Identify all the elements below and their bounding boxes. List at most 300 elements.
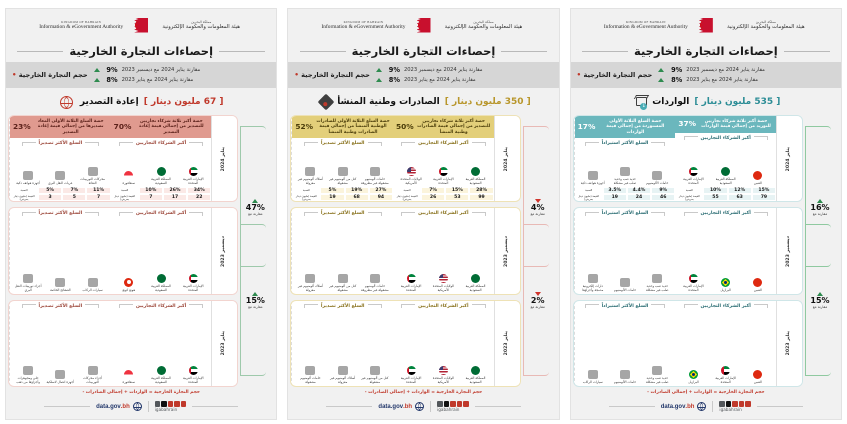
- goods-subheader: [10, 138, 111, 147]
- partner-label: الولايات المتحدة الأمريكية: [432, 283, 454, 292]
- goods-half: [9, 301, 111, 386]
- partner-value-cell: 53: [445, 194, 469, 201]
- goods-value-cell: 94: [369, 194, 393, 201]
- social-icons: [437, 401, 469, 407]
- whatsapp-icon[interactable]: [437, 401, 443, 407]
- goods-item: [296, 274, 325, 292]
- goods-items: [292, 310, 393, 386]
- goods-item: [360, 366, 389, 384]
- panel-imports: [565, 0, 847, 424]
- globe-icon: [697, 402, 706, 411]
- goods-share-cell: 7%: [62, 187, 86, 194]
- goods-subheader-title: السلع الأكثر تصديراً: [38, 211, 83, 217]
- partners-caption: [393, 116, 494, 138]
- goods-share-header: النسبة: [575, 187, 603, 194]
- bracket-left-icon: [401, 142, 415, 146]
- x-icon[interactable]: [444, 401, 450, 407]
- partners-subheader-title: أكبر الشركاء التجاريين: [700, 303, 751, 309]
- partner-item: [429, 366, 458, 384]
- social-handle: igabahrain: [719, 407, 742, 412]
- goods-subheader-title: السلع الأكثر تصديراً: [320, 211, 365, 217]
- partners-table: [675, 187, 776, 201]
- youtube-icon[interactable]: [181, 401, 187, 407]
- goods-item-label: أجهزة هواتف ذكية: [16, 181, 41, 186]
- sa-flag-icon: [721, 167, 730, 176]
- trade-volume-strip: [571, 62, 841, 88]
- section-value: [ 67 مليون دينار ]: [143, 97, 224, 107]
- change-pct: 47%: [245, 203, 265, 213]
- arrow-up-icon: [376, 78, 382, 82]
- trade-volume-row: [376, 66, 549, 74]
- chip-icon: [588, 274, 598, 283]
- bracket-right-icon: [651, 304, 665, 308]
- partner-label: الصين: [753, 287, 762, 292]
- goods-item-label: دارات إلكترونية مدمجة وأجزاؤها: [582, 283, 604, 292]
- data-row: [573, 300, 803, 387]
- social-handle: igabahrain: [437, 407, 460, 412]
- data-portal-link[interactable]: [96, 402, 142, 411]
- partners-caption: [675, 116, 776, 133]
- ae-flag-icon: [189, 366, 198, 375]
- bracket-left-icon: [119, 304, 133, 308]
- metal-icon: [620, 167, 630, 176]
- change-pct: 15%: [245, 295, 265, 305]
- bracket-right-icon: [472, 212, 486, 216]
- goods-item: [14, 274, 43, 292]
- bracket-right-icon: [754, 212, 768, 216]
- goods-value-header: القيمة (مليون دينار بحريني): [575, 194, 603, 201]
- instagram-icon[interactable]: [174, 401, 180, 407]
- goods-subheader-title: السلع الأكثر تصديراً: [38, 303, 83, 309]
- footer-rule-left: [609, 406, 655, 407]
- globe-shape: [60, 96, 73, 109]
- goods-item-label: الصفائح الخاصة: [50, 287, 71, 292]
- jewel-icon: [23, 366, 33, 375]
- partner-share-cell: 7%: [421, 187, 445, 194]
- arrow-up-icon: [94, 78, 100, 82]
- footer-rule-left: [326, 406, 372, 407]
- trade-volume-label: حجم التجارة الخارجية •: [294, 71, 370, 79]
- brand-name-en: KINGDOM OF BAHRAIN Information & eGovernment Authority: [603, 19, 688, 30]
- partner-value-header: القيمة (مليون دينار بحريني): [675, 194, 703, 201]
- goods-item-label: أسلاك ألومنيوم غير معزولة: [330, 375, 356, 384]
- brand-kingdom-ar: مملكة البحرين: [473, 20, 494, 25]
- partner-share-header: النسبة: [111, 187, 139, 194]
- brand-kingdom-en: KINGDOM OF BAHRAIN: [625, 19, 666, 24]
- partner-label: الإمارات العربية المتحدة: [182, 283, 204, 292]
- trade-volume-pct: 9%: [388, 66, 400, 74]
- instagram-icon[interactable]: [739, 401, 745, 407]
- goods-item: [14, 171, 43, 185]
- goods-value-cell: 46: [651, 194, 675, 201]
- goods-item: [296, 167, 325, 185]
- sheet-national_exports: [287, 8, 559, 420]
- bullet-icon: •: [12, 71, 17, 79]
- row-body: [9, 301, 211, 386]
- bracket-left-icon: [22, 142, 36, 146]
- whatsapp-icon[interactable]: [719, 401, 725, 407]
- partner-label: الولايات المتحدة الأمريكية: [432, 375, 454, 384]
- change-pct: 15%: [810, 295, 830, 305]
- goods-item-label: خامات الألومنيوم: [646, 181, 669, 186]
- bracket-right-icon: [85, 212, 99, 216]
- br-flag-icon: [689, 370, 698, 379]
- partners-table: [111, 187, 212, 201]
- rows-area: [571, 115, 841, 387]
- partners-items: [393, 217, 494, 293]
- trade-volume-rows: [658, 66, 831, 84]
- goods-item: [643, 171, 672, 185]
- trade-volume-strip: [288, 62, 558, 88]
- bracket-right-icon: [472, 304, 486, 308]
- partners-caption-text: حصة أكبر ثلاثة شركاء تجاريين للتوريد من إجمالي قيمة الواردات: [701, 118, 771, 130]
- goods-table: [292, 187, 393, 201]
- goods-item: [296, 366, 325, 384]
- social-links: [155, 401, 187, 412]
- trade-volume-compare: مقارنة يناير 2024 مع ديسمبر 2023: [403, 67, 483, 73]
- change-compare: مقارنة مع: [812, 304, 828, 309]
- goods-subheader: [575, 301, 676, 310]
- partner-value-header: القيمة (مليون دينار بحريني): [111, 194, 139, 201]
- partner-share-header: النسبة: [393, 187, 421, 194]
- trade-volume-pct: 8%: [106, 76, 118, 84]
- bracket-right-icon: [368, 304, 382, 308]
- title-row: [6, 44, 276, 58]
- goods-item: [643, 366, 672, 384]
- row-body: [291, 301, 493, 386]
- instagram-icon[interactable]: [457, 401, 463, 407]
- bracket-left-icon: [684, 304, 698, 308]
- partner-item: [743, 370, 772, 384]
- partner-item: [147, 274, 176, 292]
- goods-item: [360, 274, 389, 292]
- partners-half: [675, 301, 776, 386]
- goods-caption: [292, 116, 393, 138]
- footer-separator: [148, 401, 149, 412]
- partner-item: [461, 366, 490, 384]
- box-download-icon: [631, 94, 647, 110]
- partners-half: [111, 116, 212, 201]
- goods-items: [575, 147, 676, 187]
- trade-volume-rows: [376, 66, 549, 84]
- brand-kingdom-en: KINGDOM OF BAHRAIN: [61, 19, 102, 24]
- footer-rule-right: [757, 406, 803, 407]
- section-header-re_exports: [6, 88, 276, 115]
- bracket-right-icon: [189, 304, 203, 308]
- goods-subheader: [10, 301, 111, 310]
- row-month: [211, 116, 237, 201]
- partner-value-header: القيمة (مليون دينار بحريني): [393, 194, 421, 201]
- goods-item-label: حديد صب وحديد صلب غير مشكلة: [646, 283, 669, 292]
- brand-kingdom-en: KINGDOM OF BAHRAIN: [343, 19, 384, 24]
- change-bracket: [805, 224, 831, 376]
- goods-item-label: أجزاء توربينات النقل البري: [14, 283, 42, 292]
- row-month-label: يناير 2024: [786, 146, 792, 171]
- change-gutter: [238, 115, 272, 387]
- radio-icon: [55, 370, 65, 379]
- goods-item: [328, 167, 357, 185]
- goods-item: [46, 171, 75, 185]
- goods-item-label: خامات الألومنيوم: [613, 379, 637, 384]
- partners-value-row: [111, 194, 212, 201]
- partners-caption-text: حصة أكبر ثلاثة شركاء تجاريين للتصدير من إجمالي قيمة الصادرات وطنية المنشأ: [417, 118, 491, 136]
- bracket-left-icon: [22, 212, 36, 216]
- partners-subheader: [675, 133, 776, 142]
- section-header-national_exports: [288, 88, 558, 115]
- partner-label: الإمارات العربية المتحدة: [683, 177, 704, 186]
- goods-caption-text: حصة السلع الثلاثة الأولى المستوردة من إجمالي قيمة الواردات: [606, 118, 665, 136]
- goods-item: [611, 278, 640, 292]
- sa-flag-icon: [471, 366, 480, 375]
- goods-subheader: [292, 138, 393, 147]
- change-bracket: [240, 224, 266, 376]
- facebook-icon[interactable]: [168, 401, 174, 407]
- bahrain-flag-shape: [695, 16, 717, 36]
- partners-caption-pct: 50%: [396, 122, 414, 132]
- row-month: [776, 208, 802, 293]
- ore-icon: [652, 171, 662, 180]
- partner-item: [461, 167, 490, 185]
- bahrain-flag-icon: [129, 15, 153, 37]
- arrow-up-icon: [658, 78, 664, 82]
- partner-value-cell: 26: [421, 194, 445, 201]
- section-value: [ 350 مليون دينار ]: [444, 97, 531, 107]
- page-title: إحصاءات التجارة الخارجية: [634, 44, 778, 58]
- row-month-label: ديسمبر 2023: [503, 235, 509, 267]
- page-title: إحصاءات التجارة الخارجية: [351, 44, 496, 58]
- block-icon: [338, 274, 348, 283]
- rows-area: [288, 115, 558, 387]
- bahrain-flag-shape: [413, 16, 435, 36]
- bracket-right-icon: [472, 142, 486, 146]
- data-portal-link[interactable]: [661, 402, 707, 411]
- bracket-left-icon: [401, 304, 415, 308]
- section-header-imports: [571, 88, 841, 115]
- partners-subheader: [393, 138, 494, 147]
- panel-national_exports: [282, 0, 564, 424]
- goods-share-cell: 3.5%: [603, 187, 627, 194]
- ore-icon: [620, 278, 630, 287]
- partners-subheader: [675, 208, 776, 217]
- partner-item: [743, 278, 772, 292]
- ae-flag-icon: [439, 167, 448, 176]
- partners-items: [111, 310, 212, 386]
- goods-table: [10, 187, 111, 201]
- hk-flag-icon: [124, 278, 133, 287]
- partners-subheader-title: أكبر الشركاء التجاريين: [418, 303, 469, 309]
- goods-items: [10, 310, 111, 386]
- goods-share-cell: 27%: [369, 187, 393, 194]
- goods-items: [292, 217, 393, 293]
- globe-icon: [415, 402, 424, 411]
- social-links: [719, 401, 751, 412]
- brand-header: [571, 9, 841, 39]
- sg-flag-icon: [124, 370, 133, 379]
- goods-caption: [10, 116, 111, 138]
- partner-item: [711, 278, 740, 292]
- partners-value-row: [393, 194, 494, 201]
- title-rule-left: [17, 51, 63, 52]
- section-name: الواردات: [652, 97, 690, 107]
- goods-item: [78, 278, 107, 292]
- partner-label: الإمارات العربية المتحدة: [182, 375, 204, 384]
- goods-share-cell: 5%: [38, 187, 62, 194]
- goods-item: [78, 366, 107, 384]
- brand-name-ar: مملكة البحرين هيئة المعلومات والحكومة الإلكترونية: [441, 20, 527, 31]
- ore-icon: [620, 370, 630, 379]
- goods-value-header: القيمة (مليون دينار بحريني): [292, 194, 320, 201]
- goods-share-header: النسبة: [292, 187, 320, 194]
- goods-caption-text: حصة السلع الثلاثة الأولى المعاد تصديرها من إجمالي قيمة إعادة التصدير: [37, 118, 104, 136]
- row-month-label: ديسمبر 2023: [786, 235, 792, 267]
- goods-subheader-title: السلع الأكثر تصديراً: [320, 303, 365, 309]
- goods-value-row: [292, 194, 393, 201]
- goods-item-label: خامات ألومنيوم مشغولة: [300, 375, 321, 384]
- sheet-imports: [570, 8, 842, 420]
- partner-item: [179, 366, 208, 384]
- ingot-icon: [370, 274, 380, 283]
- data-portal-label: data.gov.bh: [378, 403, 413, 410]
- row-body: [9, 208, 211, 293]
- title-rule-right: [219, 51, 265, 52]
- change-gutter: [803, 115, 837, 387]
- goods-item: [611, 370, 640, 384]
- partner-value-cell: 22: [187, 194, 211, 201]
- sheet-re_exports: [5, 8, 277, 420]
- goods-share-cell: 11%: [86, 187, 110, 194]
- trade-volume-row: [94, 76, 267, 84]
- goods-subheader-title: السلع الأكثر استيراداً: [601, 303, 649, 309]
- change-compare: مقارنة مع: [248, 304, 263, 309]
- change-compare: مقارنة مع: [812, 212, 828, 217]
- ae-flag-icon: [407, 274, 416, 283]
- goods-item: [578, 274, 607, 292]
- goods-value-row: [10, 194, 111, 201]
- partner-item: [147, 167, 176, 185]
- ingot-icon: [370, 167, 380, 176]
- arrow-up-icon: [376, 68, 382, 72]
- facebook-icon[interactable]: [450, 401, 456, 407]
- partner-share-cell: 28%: [469, 187, 493, 194]
- cn-flag-icon: [753, 370, 762, 379]
- partner-value-cell: 79: [752, 194, 776, 201]
- x-icon[interactable]: [726, 401, 732, 407]
- row-body: [9, 116, 211, 201]
- youtube-icon[interactable]: [745, 401, 751, 407]
- bracket-left-icon: [119, 142, 133, 146]
- goods-share-cell: 4.4%: [627, 187, 651, 194]
- bracket-right-icon: [754, 136, 768, 140]
- partner-item: [743, 171, 772, 185]
- page-title: إحصاءات التجارة الخارجية: [69, 44, 214, 58]
- partner-label: سنغافورة: [122, 379, 136, 384]
- footnote: حجم التجارة الخارجية = الواردات + إجمالي الصادرات -: [364, 390, 483, 395]
- partners-subheader-title: أكبر الشركاء التجاريين: [418, 141, 469, 147]
- data-row: [290, 300, 520, 387]
- partners-half: [111, 301, 212, 386]
- brand-kingdom-ar: مملكة البحرين: [755, 20, 776, 25]
- goods-item-label: حديد صب وحديد صلب غير مشكلة: [613, 177, 637, 186]
- goods-item-label: خامات ألومنيوم مشغولة غير مطروقة: [361, 177, 389, 186]
- ingot-icon: [305, 366, 315, 375]
- data-portal-link[interactable]: [378, 402, 424, 411]
- wire-icon: [338, 366, 348, 375]
- goods-share-cell: 9%: [651, 187, 675, 194]
- bracket-right-icon: [368, 212, 382, 216]
- goods-half: [574, 301, 676, 386]
- x-icon[interactable]: [161, 401, 167, 407]
- page-footer: [288, 397, 558, 417]
- goods-item-label: حلي ومجوهرات وأجزاؤها من ذهب: [16, 375, 40, 384]
- row-month: [211, 301, 237, 386]
- rows-main: [8, 115, 238, 387]
- row-month: [494, 116, 520, 201]
- bracket-left-icon: [401, 212, 415, 216]
- metal-icon: [652, 366, 662, 375]
- trade-volume-row: [94, 66, 267, 74]
- partner-share-header: النسبة: [675, 187, 703, 194]
- bahrain-flag-shape: [130, 16, 152, 36]
- trade-volume-row: [376, 76, 549, 84]
- goods-caption-pct: 23%: [13, 122, 31, 132]
- ae-flag-icon: [189, 167, 198, 176]
- trade-volume-pct: 9%: [106, 66, 118, 74]
- data-row: [8, 207, 238, 294]
- cn-flag-icon: [753, 171, 762, 180]
- goods-item-label: أجزاء محركات التوربينات: [83, 375, 103, 384]
- social-icons: [719, 401, 751, 407]
- goods-value-cell: 19: [320, 194, 344, 201]
- sa-flag-icon: [471, 274, 480, 283]
- youtube-icon[interactable]: [463, 401, 469, 407]
- footnote: حجم التجارة الخارجية = الواردات + إجمالي الصادرات -: [647, 390, 765, 395]
- facebook-icon[interactable]: [732, 401, 738, 407]
- partner-label: سنغافورة: [122, 181, 136, 186]
- turbine-icon: [88, 366, 98, 375]
- goods-share-cell: 5%: [320, 187, 344, 194]
- us-flag-icon: [407, 167, 416, 176]
- goods-caption-text: حصة السلع الثلاثة الأولى للصادرات الوطنية المنشأ من إجمالي قيمة الصادرات وطنية المنشأ: [316, 118, 390, 136]
- trade-volume-compare: مقارنة يناير 2024 مع ديسمبر 2023: [121, 67, 201, 73]
- partner-item: [429, 274, 458, 292]
- goods-subheader: [10, 208, 111, 217]
- data-portal-label: data.gov.bh: [660, 403, 695, 410]
- goods-caption-pct: 17%: [577, 122, 596, 132]
- partner-label: المملكة العربية السعودية: [151, 375, 171, 384]
- brand-name-en: KINGDOM OF BAHRAIN Information & eGovernment Authority: [321, 19, 406, 30]
- change-pct: 2%: [530, 295, 545, 305]
- phone-icon: [588, 171, 598, 180]
- bracket-right-icon: [85, 304, 99, 308]
- partner-label: المملكة العربية السعودية: [151, 177, 171, 186]
- partner-share-cell: 26%: [163, 187, 187, 194]
- partner-value-cell: 99: [469, 194, 493, 201]
- partners-subheader-title: أكبر الشركاء التجاريين: [700, 135, 751, 141]
- whatsapp-icon[interactable]: [155, 401, 161, 407]
- partner-item: [397, 274, 426, 292]
- goods-item: [360, 167, 389, 185]
- bracket-left-icon: [684, 136, 698, 140]
- partners-half: [675, 116, 776, 201]
- title-rule-left: [300, 51, 346, 52]
- goods-item: [46, 278, 75, 292]
- rows-area: [6, 115, 276, 387]
- goods-item-label: حديد صب وحديد صلب غير مشكلة: [646, 375, 669, 384]
- social-icons: [155, 401, 187, 407]
- tag-shape: [318, 94, 335, 111]
- footnote: حجم التجارة الخارجية = الواردات + إجمالي الصادرات -: [82, 390, 200, 395]
- partner-item: [679, 370, 708, 384]
